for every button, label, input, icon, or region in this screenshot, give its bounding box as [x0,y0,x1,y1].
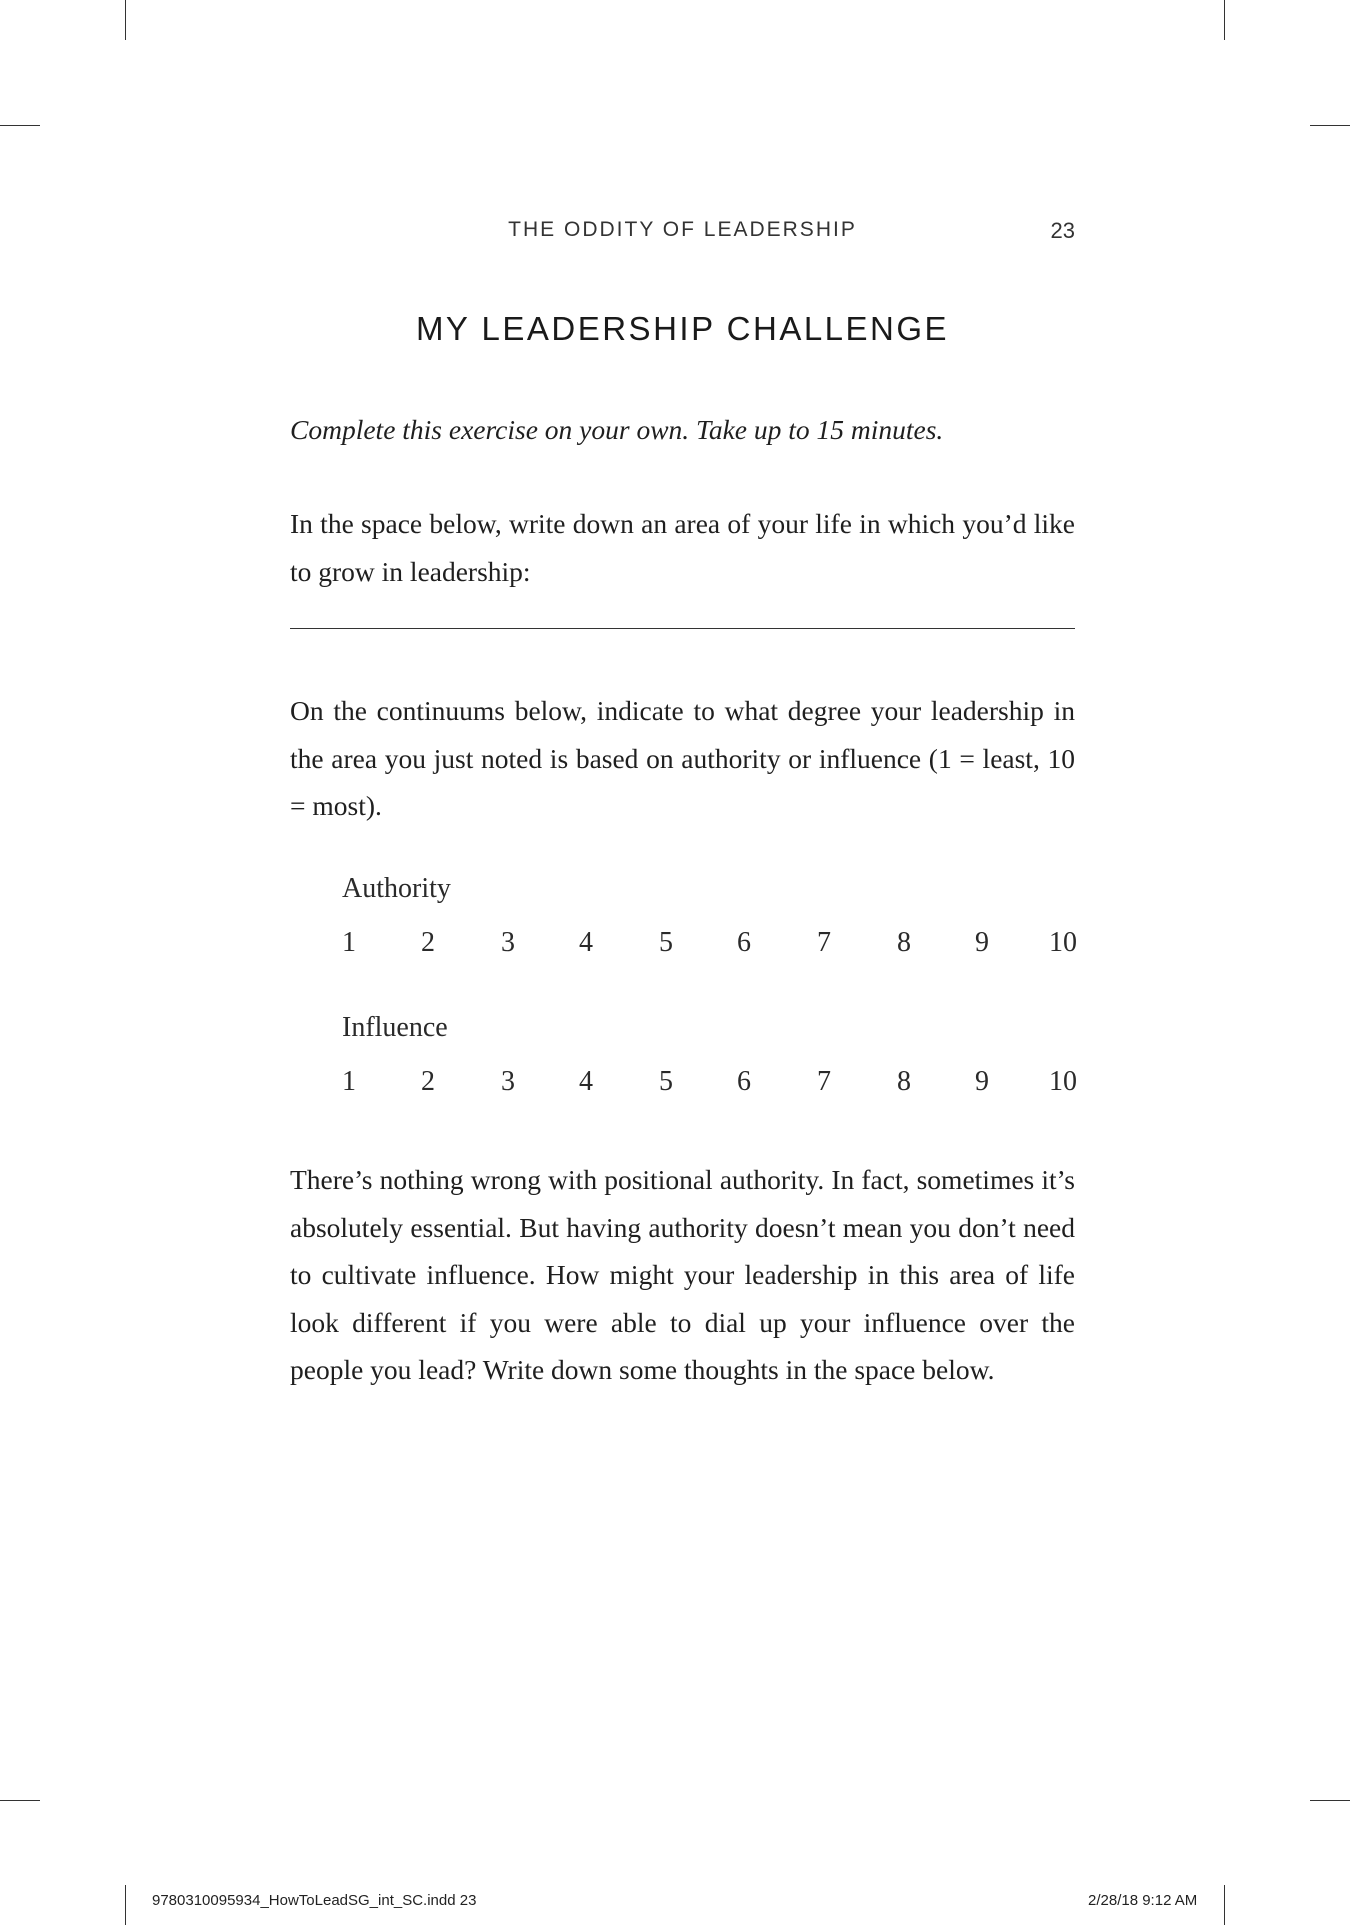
page-number: 23 [1050,218,1075,243]
authority-option-6[interactable]: 6 [737,927,751,958]
influence-option-5[interactable]: 5 [659,1066,673,1097]
answer-line[interactable] [290,628,1075,629]
crop-mark-top-right [1224,0,1225,40]
crop-mark-bottom-left [125,1885,126,1925]
authority-option-9[interactable]: 9 [975,927,989,958]
crop-mark-bottom-right [1224,1885,1225,1925]
authority-option-1[interactable]: 1 [342,927,356,958]
influence-option-7[interactable]: 7 [817,1066,831,1097]
prompt-area-of-life: In the space below, write down an area of your life in which you’d like to grow in leadership: [290,508,1075,587]
prompt-continuum: On the continuums below, indicate to what degree your leadership in the area you just noted is based on authority or influence (1 = least, 10 = most). [290,695,1075,821]
influence-label: Influence [342,1012,448,1043]
running-head-title: THE ODDITY OF LEADERSHIP [508,218,857,241]
authority-option-10[interactable]: 10 [1049,927,1077,958]
authority-option-7[interactable]: 7 [817,927,831,958]
influence-scale-row [342,1062,1076,1102]
authority-option-3[interactable]: 3 [501,927,515,958]
authority-label: Authority [342,873,451,904]
authority-option-2[interactable]: 2 [421,927,435,958]
authority-option-8[interactable]: 8 [897,927,911,958]
footer-timestamp: 2/28/18 9:12 AM [1088,1892,1198,1909]
influence-option-4[interactable]: 4 [579,1066,593,1097]
chapter-title: MY LEADERSHIP CHALLENGE [415,310,950,347]
influence-option-8[interactable]: 8 [897,1066,911,1097]
authority-scale [342,869,1076,963]
crop-mark-left-upper [0,125,40,126]
crop-mark-right-lower [1310,1800,1350,1801]
influence-option-2[interactable]: 2 [421,1066,435,1097]
reflection-paragraph: There’s nothing wrong with positional authority. In fact, sometimes it’s absolutely essential. But having authority doesn’t mean you don’t need to cultivate influence. How might your leadership in this area of life look different if you were able to dial up your influence over the people you lead? Write down some thoughts in the space below. [290,1164,1075,1385]
instruction-text: Complete this exercise on your own. Take up to 15 minutes. [290,414,944,445]
authority-option-5[interactable]: 5 [659,927,673,958]
authority-scale-row [342,923,1076,963]
running-head [290,218,1075,248]
influence-option-3[interactable]: 3 [501,1066,515,1097]
influence-option-6[interactable]: 6 [737,1066,751,1097]
influence-option-1[interactable]: 1 [342,1066,356,1097]
footer-file-slug: 9780310095934_HowToLeadSG_int_SC.indd 23 [152,1892,477,1909]
influence-option-9[interactable]: 9 [975,1066,989,1097]
crop-mark-right-upper [1310,125,1350,126]
authority-option-4[interactable]: 4 [579,927,593,958]
influence-scale [342,1008,1076,1102]
influence-option-10[interactable]: 10 [1049,1066,1077,1097]
crop-mark-left-lower [0,1800,40,1801]
crop-mark-top-left [125,0,126,40]
